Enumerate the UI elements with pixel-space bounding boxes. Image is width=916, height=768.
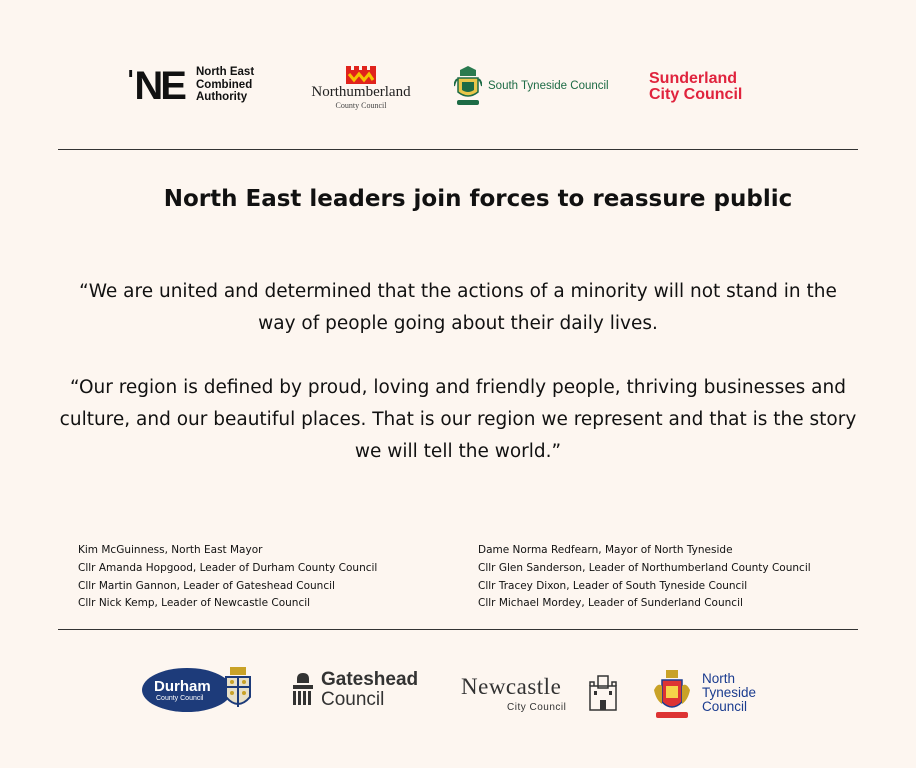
- divider-bottom: [58, 629, 858, 630]
- gateshead-logo-sub: Council: [321, 689, 385, 710]
- signatory: Cllr Glen Sanderson, Leader of Northumberland County Council: [478, 561, 811, 574]
- durham-logo: Durham County Council: [142, 668, 232, 712]
- signatories-left: [78, 542, 377, 613]
- signatory: Cllr Tracey Dixon, Leader of South Tyneside Council: [478, 579, 748, 592]
- signatory: Cllr Amanda Hopgood, Leader of Durham County Council: [78, 561, 378, 574]
- signatory: Cllr Michael Mordey, Leader of Sunderland Council: [478, 597, 743, 610]
- sunderland-logo: Sunderland City Council: [649, 70, 743, 103]
- divider-top: [58, 149, 858, 150]
- headline: North East leaders join forces to reassure public: [163, 186, 793, 212]
- nreca-logo-mark: ˈNE: [124, 64, 184, 108]
- gateshead-logo-name: Gateshead: [321, 669, 419, 690]
- north-tyneside-logo: North Tyneside Council: [702, 671, 757, 714]
- south-tyneside-crest-icon: [454, 64, 482, 108]
- south-tyneside-logo-name: South Tyneside Council: [488, 80, 609, 92]
- signatory: Cllr Martin Gannon, Leader of Gateshead Council: [78, 579, 335, 592]
- signatory: Dame Norma Redfearn, Mayor of North Tyneside: [478, 544, 733, 556]
- signatory: Cllr Nick Kemp, Leader of Newcastle Council: [78, 597, 311, 610]
- nreca-logo-text: North East Combined Authority: [196, 66, 255, 103]
- northumberland-flag-icon: [346, 66, 376, 84]
- durham-crest-icon: [222, 667, 254, 713]
- newcastle-logo-name: Newcastle: [461, 674, 562, 699]
- north-tyneside-crest-icon: [652, 670, 692, 720]
- northumberland-logo-sub: County Council: [335, 101, 387, 110]
- signatories-right: [478, 542, 811, 613]
- quote-paragraph-1: “We are united and determined that the actions of a minority will not stand in the way of people going about their daily lives.: [79, 281, 837, 334]
- newcastle-logo-sub: City Council: [507, 702, 567, 713]
- northumberland-logo-name: Northumberland: [311, 84, 411, 100]
- quote-paragraph-2: “Our region is defined by proud, loving and friendly people, thriving businesses and culture, and our beautiful places. That is our region we represent and that is the story we will tell the world.”: [59, 377, 857, 462]
- newcastle-castle-icon: [588, 674, 618, 712]
- signatory: Kim McGuinness, North East Mayor: [78, 544, 263, 556]
- gateshead-building-icon: [291, 671, 315, 707]
